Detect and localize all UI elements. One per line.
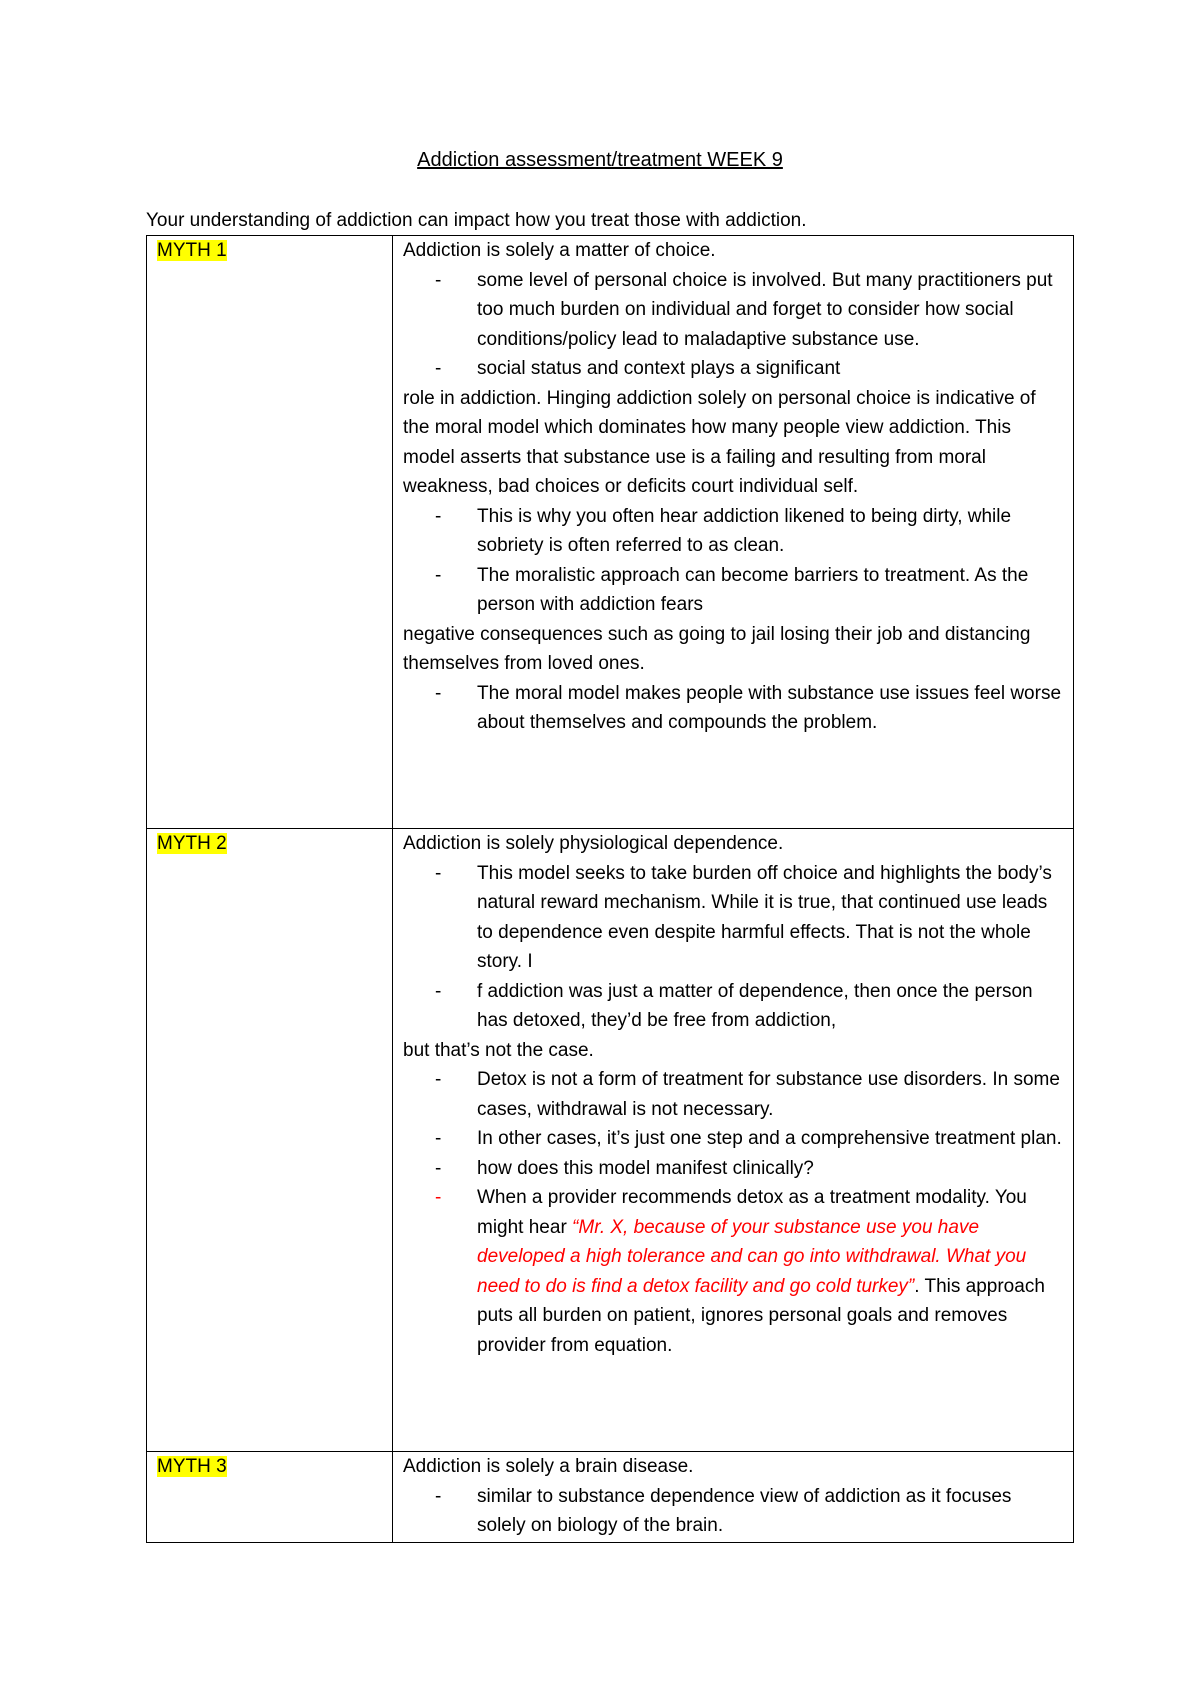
bullet-item: - This is why you often hear addiction likened to being dirty, while sobriety is often referred to as clean. [403,502,1063,561]
bullet-text: When a provider recommends detox as a treatment modality. You might hear [477,1187,1027,1238]
bullet-item: - social status and context plays a significant [403,354,1063,384]
myth-statement: Addiction is solely physiological dependence. [403,833,784,854]
bullet-text: . This approach puts all burden on patient, ignores personal goals and removes provider from equation. [477,1275,1045,1356]
bullet-item: - The moral model makes people with substance use issues feel worse about themselves and compounds the problem. [403,679,1063,738]
bullet-item: - Detox is not a form of treatment for substance use disorders. In some cases, withdrawal is not necessary. [403,1065,1063,1124]
bullet-list [403,859,1063,1036]
myth-label-cell [147,1452,393,1543]
bullet-item [403,1183,1063,1360]
table-row [147,1452,1074,1543]
bullet-item: - The moralistic approach can become barriers to treatment. As the person with addiction fears [403,561,1063,620]
continuation-text: negative consequences such as going to jail losing their job and distancing themselves from loved ones. [403,623,1031,674]
myth-content-cell [393,829,1074,1452]
bullet-list [403,502,1063,620]
bullet-item: - some level of personal choice is involved. But many practitioners put too much burden on individual and forget to consider how social conditions/policy lead to maladaptive substance use. [403,266,1063,355]
myth-statement: Addiction is solely a brain disease. [403,1456,694,1477]
bullet-list [403,266,1063,384]
myth-statement: Addiction is solely a matter of choice. [403,240,716,261]
myth-label-cell [147,236,393,829]
table-row [147,236,1074,829]
spacer [403,1360,1063,1388]
myth-label-cell [147,829,393,1452]
myth-content-cell [393,1452,1074,1543]
myth-label: MYTH 2 [157,833,227,854]
bullet-item: - In other cases, it’s just one step and a comprehensive treatment plan. [403,1124,1063,1154]
bullet-item: - how does this model manifest clinically? [403,1154,1063,1184]
bullet-list [403,1482,1063,1541]
myth-label: MYTH 1 [157,240,227,261]
bullet-item: - similar to substance dependence view of addiction as it focuses solely on biology of the brain. [403,1482,1063,1541]
bullet-list [403,1065,1063,1360]
bullet-item: - f addiction was just a matter of dependence, then once the person has detoxed, they’d be free from addiction, [403,977,1063,1036]
table-row [147,829,1074,1452]
intro-text: Your understanding of addiction can impact how you treat those with addiction. [146,210,807,231]
quote-text: “Mr. X, because of your substance use you have developed a high tolerance and can go into withdrawal. What you need to do is find a detox facility and go cold turkey” [477,1216,1027,1297]
continuation-text: role in addiction. Hinging addiction solely on personal choice is indicative of the moral model which dominates how many people view addiction. This model asserts that substance use is a failing and resulting from moral weakness, bad choices or deficits court individual self. [403,387,1036,497]
myth-label: MYTH 3 [157,1456,227,1477]
bullet-list [403,679,1063,738]
myths-table [146,235,1074,1543]
continuation-text: but that’s not the case. [403,1039,594,1061]
bullet-item: - This model seeks to take burden off choice and highlights the body’s natural reward mechanism. While it is true, that continued use leads to dependence even despite harmful effects. That is not the whole story. I [403,859,1063,977]
myth-content-cell [393,236,1074,829]
document-title: Addiction assessment/treatment WEEK 9 [417,149,783,171]
